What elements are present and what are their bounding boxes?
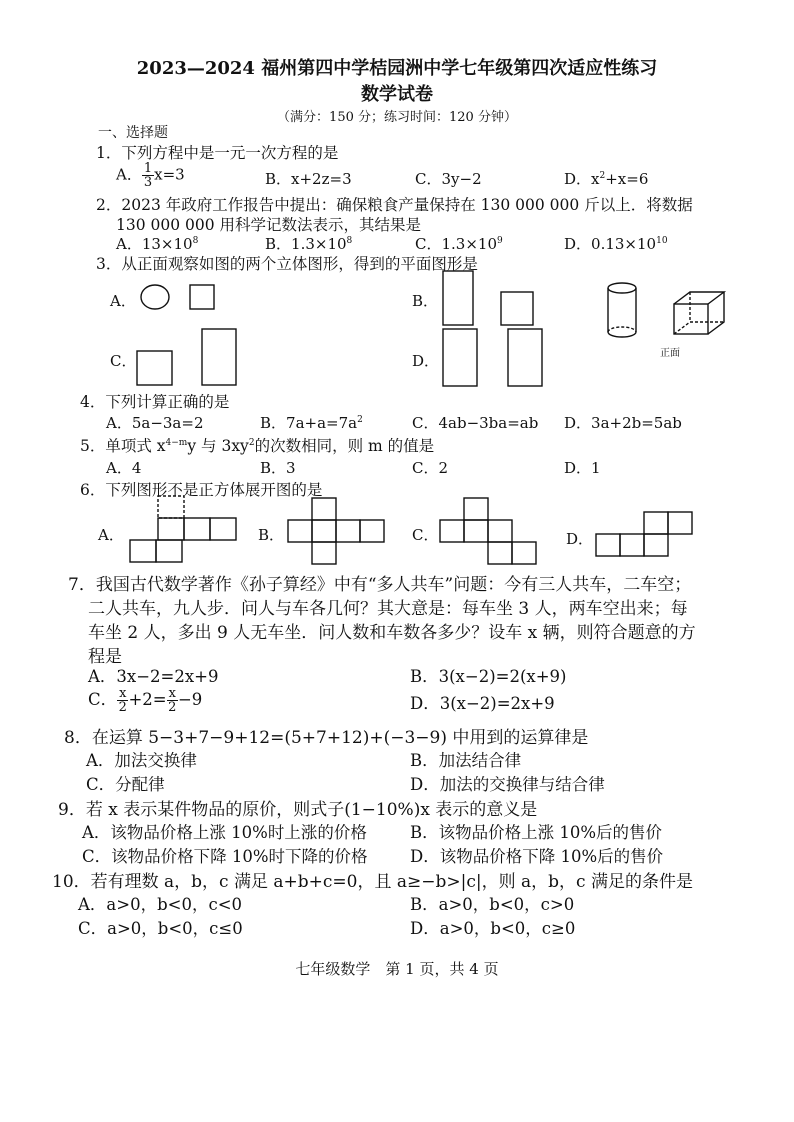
- page-footer: 七年级数学 第 1 页，共 4 页: [295, 960, 499, 978]
- q3-cube-figure: [672, 290, 728, 338]
- q6-option-d-net: [596, 508, 716, 560]
- question-1-stem: 1．下列方程中是一元一次方程的是: [96, 144, 339, 162]
- q5-option-a: A．4: [106, 459, 142, 477]
- exam-info: （满分：150 分；练习时间：120 分钟）: [277, 110, 517, 125]
- q10-option-c: C．a>0，b<0，c≤0: [78, 919, 243, 938]
- q10-option-d: D．a>0，b<0，c≥0: [410, 919, 576, 938]
- front-view-label: 正面: [660, 348, 680, 359]
- q8-option-d: D．加法的交换律与结合律: [410, 775, 605, 794]
- question-2-line2: 130 000 000 用科学记数法表示，其结果是: [116, 216, 422, 234]
- q5-option-c: C．2: [412, 459, 449, 477]
- q6-option-d-label: D．: [566, 530, 594, 548]
- q3-option-d-figure: [442, 327, 552, 389]
- exam-subtitle: 数学试卷: [361, 84, 433, 105]
- q4-option-a: A．5a−3a=2: [106, 414, 204, 432]
- q2-option-c: C．$1.3\times 10^9$: [415, 235, 503, 253]
- q1-option-a: A． $\frac{1}{3}$ x=3: [116, 161, 185, 190]
- question-4-stem: 4．下列计算正确的是: [80, 393, 230, 411]
- question-7-line3: 车坐 2 人，多出 9 人无车坐．问人数和车数各多少？设车 x 辆，则符合题意的方: [88, 623, 696, 643]
- q3-option-b-figure: [442, 270, 552, 330]
- q3-option-b-label: B．: [412, 292, 439, 310]
- q8-option-a: A．加法交换律: [86, 751, 197, 770]
- q3-option-a-figure: [138, 284, 228, 314]
- question-2-line1: 2．2023 年政府工作报告中提出：确保粮食产量保持在 130 000 000 斤以上．将数据: [96, 196, 693, 214]
- q2-option-b: B．$1.3\times 10^8$: [265, 235, 353, 253]
- q7-option-b: B．3(x−2)=2(x+9): [410, 667, 567, 686]
- q10-option-a: A．a>0，b<0，c<0: [78, 895, 243, 914]
- q6-option-b-net: [288, 496, 398, 570]
- q4-option-c: C．4ab−3ba=ab: [412, 414, 539, 432]
- question-10-stem: 10．若有理数 a，b，c 满足 a+b+c=0，且 a≥−b>|c|，则 a，b，c 满足的条件是: [52, 872, 693, 892]
- section-heading: 一、选择题: [98, 125, 168, 141]
- q7-option-d: D．3(x−2)=2x+9: [410, 694, 555, 713]
- q3-option-d-label: D．: [412, 352, 440, 370]
- q4-option-d: D．3a+2b=5ab: [564, 414, 682, 432]
- q6-option-c-net: [440, 496, 550, 570]
- q1-option-c: C．3y−2: [415, 170, 482, 188]
- q9-option-d: D．该物品价格下降 10%后的售价: [410, 847, 664, 866]
- q6-option-b-label: B．: [258, 526, 285, 544]
- question-5-stem: 5．单项式 $x^{4-m}y$ 与 $3xy^2$的次数相同，则 m 的值是: [80, 437, 435, 455]
- fraction: $\frac{1}{3}$: [143, 161, 153, 190]
- q1-option-b: B．x+2z=3: [265, 170, 352, 188]
- q6-option-a-net: [128, 496, 240, 568]
- question-8-stem: 8．在运算 5−3+7−9+12=(5+7+12)+(−3−9) 中用到的运算律是: [64, 728, 589, 748]
- q5-option-d: D．1: [564, 459, 601, 477]
- q4-option-b: B．$7a+a=7a^2$: [260, 414, 363, 432]
- q9-option-b: B．该物品价格上涨 10%后的售价: [410, 823, 663, 842]
- q9-option-c: C．该物品价格下降 10%时下降的价格: [82, 847, 368, 866]
- q3-option-c-figure: [136, 326, 246, 388]
- q3-option-c-label: C．: [110, 352, 137, 370]
- q2-option-d: D．$0.13\times 10^{10}$: [564, 235, 668, 253]
- q3-cylinder-figure: [606, 282, 642, 340]
- question-6-stem: 6．下列图形不是正方体展开图的是: [80, 481, 323, 499]
- q7-option-a: A．3x−2=2x+9: [88, 667, 219, 686]
- question-7-line2: 二人共车，九人步．问人与车各几何？其大意是：每车坐 3 人，两车空出来；每: [88, 599, 688, 619]
- q9-option-a: A．该物品价格上涨 10%时上涨的价格: [82, 823, 367, 842]
- fraction: $\frac{x}{2}$: [118, 686, 127, 715]
- exam-title: 2023—2024 福州第四中学桔园洲中学七年级第四次适应性练习: [136, 58, 658, 79]
- q6-option-a-label: A．: [98, 526, 124, 544]
- q7-option-c: C． $\frac{x}{2}$ +2= $\frac{x}{2}$ −9: [88, 686, 203, 715]
- q10-option-b: B．a>0，b<0，c>0: [410, 895, 575, 914]
- question-7-line1: 7．我国古代数学著作《孙子算经》中有“多人共车”问题：今有三人共车，二车空；: [68, 575, 692, 595]
- q8-option-c: C．分配律: [86, 775, 165, 794]
- q3-option-a-label: A．: [110, 292, 136, 310]
- q8-option-b: B．加法结合律: [410, 751, 522, 770]
- q6-option-c-label: C．: [412, 526, 439, 544]
- question-3-stem: 3．从正面观察如图的两个立体图形，得到的平面图形是: [96, 255, 478, 273]
- q5-option-b: B．3: [260, 459, 296, 477]
- question-9-stem: 9．若 x 表示某件物品的原价，则式子(1−10%)x 表示的意义是: [58, 800, 538, 820]
- q2-option-a: A．$13\times 10^8$: [116, 235, 199, 253]
- question-7-line4: 程是: [88, 647, 122, 667]
- fraction: $\frac{x}{2}$: [168, 686, 177, 715]
- q1-option-d: D．$x^2+x=6$: [564, 170, 649, 188]
